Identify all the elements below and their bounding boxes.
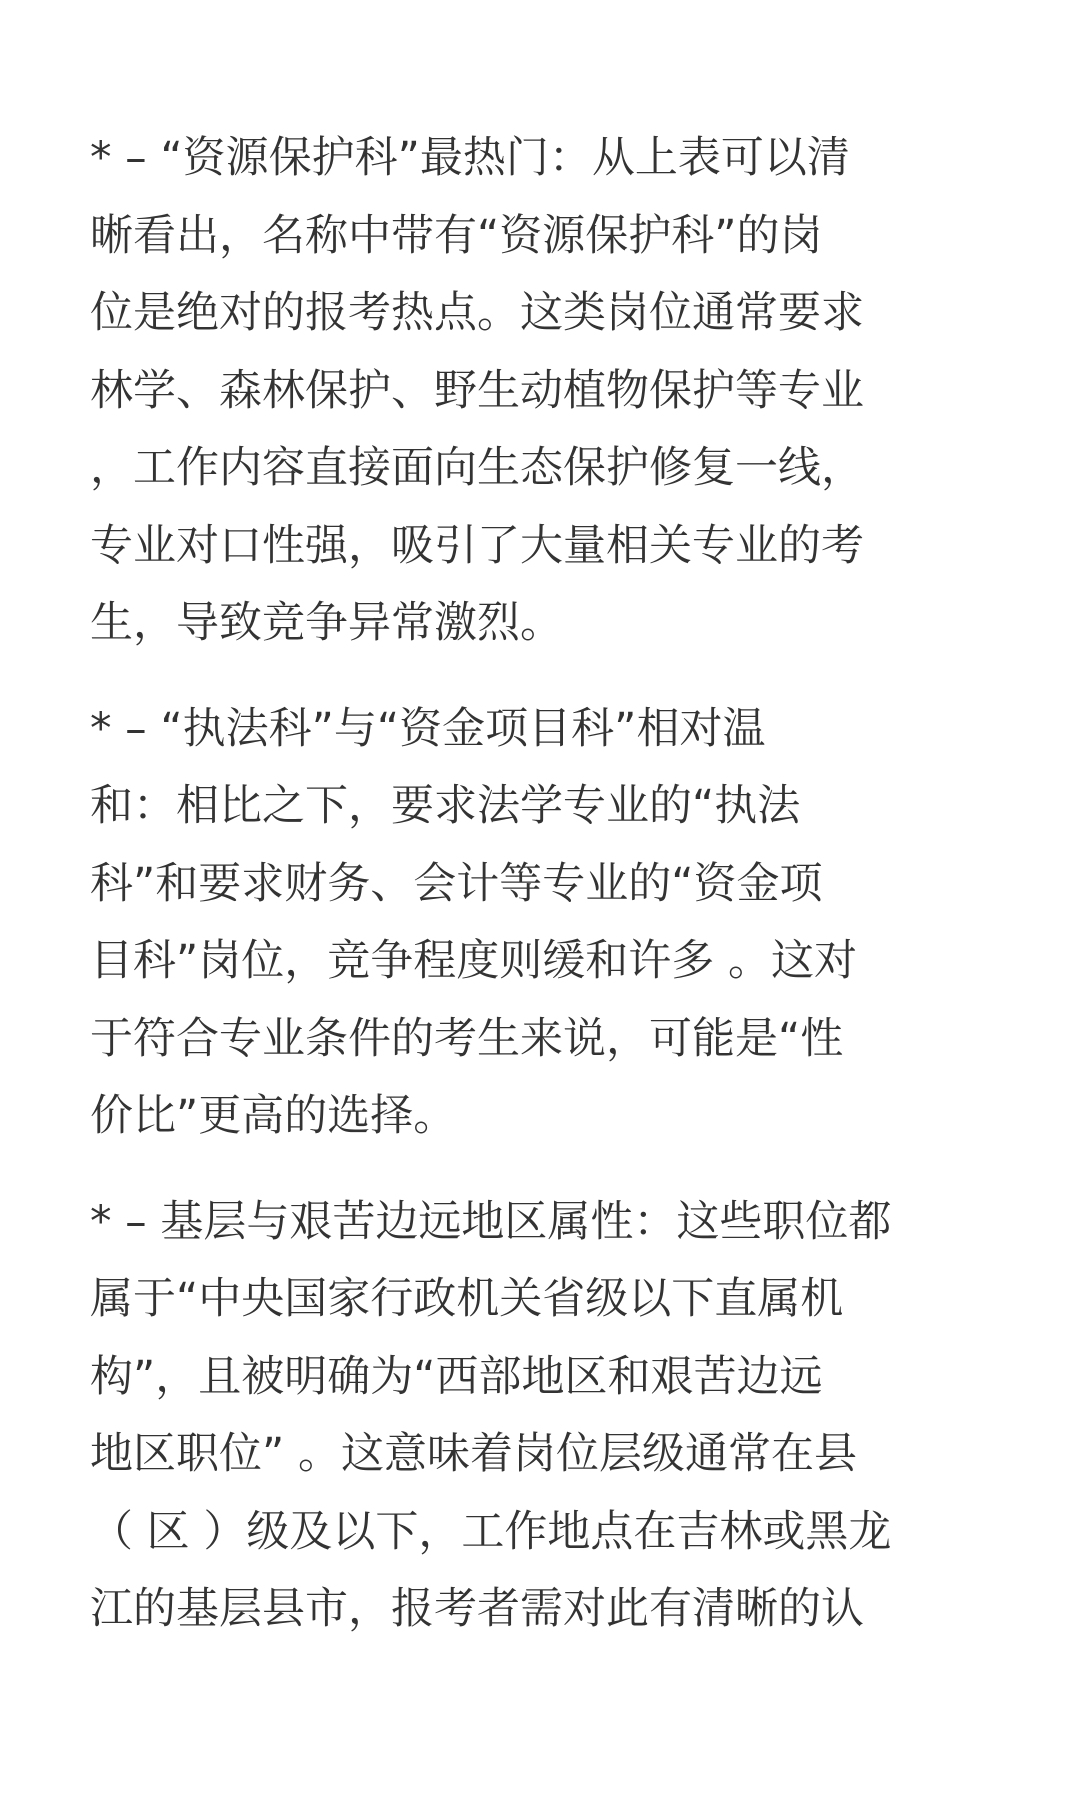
text-line: 和：相比之下，要求法学专业的“执法 — [90, 781, 801, 831]
text-line: 属于“中央国家行政机关省级以下直属机 — [90, 1274, 844, 1324]
text-line: 晰看出，名称中带有“资源保护科”的岗 — [90, 210, 823, 261]
text-line: 目科”岗位，竞争程度则缓和许多 。这对 — [90, 936, 857, 986]
text-line: * – “执法科”与“资金项目科”相对温 — [90, 703, 766, 754]
paragraph-resource-protection — [90, 120, 990, 663]
text-line: 林学、森林保护、野生动植物保护等专业 — [90, 365, 864, 416]
text-line: （ 区 ）级及以下，工作地点在吉林或黑龙 — [90, 1506, 892, 1557]
text-line: 构”，且被明确为“西部地区和艰苦边远 — [90, 1351, 823, 1402]
text-line: 生，导致竞争异常激烈。 — [90, 598, 563, 648]
text-line: 科”和要求财务、会计等专业的“资金项 — [90, 858, 823, 909]
text-line: 江的基层县市，报考者需对此有清晰的认 — [90, 1584, 864, 1634]
text-line: 专业对口性强，吸引了大量相关专业的考 — [90, 520, 864, 571]
article-body — [90, 120, 990, 1649]
paragraph-grassroots-remote — [90, 1184, 990, 1649]
text-line: 地区职位” 。这意味着岗位层级通常在县 — [90, 1429, 857, 1479]
text-line: * – “资源保护科”最热门：从上表可以清 — [90, 133, 850, 183]
text-line: 位是绝对的报考热点。这类岗位通常要求 — [90, 288, 864, 338]
text-line: 于符合专业条件的考生来说，可能是“性 — [90, 1013, 844, 1064]
paragraph-law-and-funding — [90, 691, 990, 1156]
text-line: ，工作内容直接面向生态保护修复一线， — [90, 443, 864, 493]
text-line: * – 基层与艰苦边远地区属性：这些职位都 — [90, 1196, 892, 1247]
text-line: 价比”更高的选择。 — [90, 1091, 457, 1141]
